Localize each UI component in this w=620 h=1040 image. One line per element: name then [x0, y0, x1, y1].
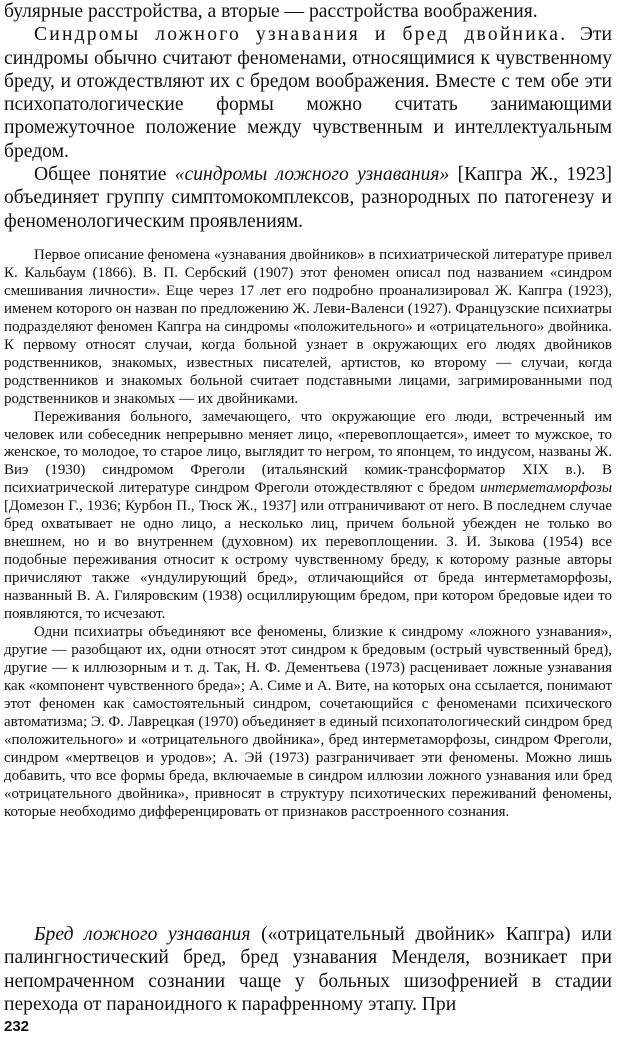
small-print-section: [4, 247, 612, 822]
false-recognition-text: («отрицательный двойник» Капгра) или палингностический бред, бред узнавания Менделя, возникает при непомраченном сознании чаще у больных шизофренией в стадии перехода от параноидного к парафренному этапу. При: [4, 924, 612, 1015]
classification-paragraph: Одни психиатры объединяют все феномены, близкие к синдрому «ложного узнавания», другие — разобщают их, одни относят этот синдром к бредовым (острый чувственный бред), другие — к иллюзорным и т. д. Так, Н. Ф. Дементьева (1973) расценивает ложные узнавания как «компонент чувственного бреда»; А. Симе и А. Вите, на которых она ссылается, понимают этот феномен как самостоятельный синдром, сочетающийся с феноменами психического автоматизма; Э. Ф. Лаврецкая (1970) объединяет в единый психопатологический синдром бред «положительного» и «отрицательного двойника», бред интерметаморфозы, синдром Фреголи, синдром «мертвецов и уродов»; А. Эй (1973) разграничивает эти феномены. Можно лишь добавить, что все формы бреда, включаемые в синдром иллюзии ложного узнавания или бред «отрицательного двойника», привносят в структуру психотических переживаний феномены, которые необходимо дифференцировать от признаков расстроенного сознания.: [4, 624, 613, 820]
intermetamorphosis-term: интерметаморфозы: [479, 480, 613, 497]
false-recognition-paragraph: [4, 923, 612, 1016]
fregoli-after: [Домезон Г., 1936; Курбон П., Тюск Ж., 1937] или отграничивают от него. В последнем случае бред охватывает не одно лицо, а несколько лиц, причем больной убежден не только во внешнем, но и во внутреннем (духовном) их перевоплощении. З. И. Зыкова (1954) все подобные переживания относит к острому чувственному бреду, к которому разные авторы причисляют также «ундулирующий бред», отличающийся от бреда интерметаморфозы, названный В. А. Гиляровским (1938) осциллирующим бредом, при котором бредовые идеи то появляются, то исчезают.: [4, 498, 612, 623]
syndromes-text: Эти синдромы обычно считают феноменами, относящимися к чувственному бреду, и отождествляют их с бредом воображения. Вместе с тем обе эти психопатологические формы можно считать занимающими промежуточное положение между чувственным и интеллектуальным бредом.: [4, 24, 612, 162]
concept-term: «синдромы ложного узнавания»: [174, 164, 450, 186]
continuation-paragraph: булярные расстройства, а вторые — расстройства воображения.: [4, 1, 538, 22]
first-description-paragraph: Первое описание феномена «узнавания двойников» в психиатрической литературе привел К. Кальбаум (1866). В. П. Сербский (1907) этот феномен описал под названием «синдром смешивания личности». Еще через 17 лет его подробно проанализировал Ж. Капгра (1923), именем которого он назван по предложению Ж. Леви-Валенси (1927). Французские психиатры подразделяют феномен Капгра на синдромы «положительного» и «отрицательного» двойника. К первому относят случаи, когда больной узнает в окружающих его людях двойников родственников, знакомых, известных писателей, артистов, ко второму — случаи, когда родственников и знакомых больной считает подставными лицами, загримированными под родственников и знакомых — их двойниками.: [4, 247, 612, 407]
section-heading: Синдромы ложного узнавания и бред двойника.: [34, 24, 568, 46]
page-number: 232: [4, 1018, 30, 1035]
concept-paragraph: [4, 163, 612, 233]
syndromes-paragraph: [4, 23, 612, 163]
concept-after: [Капгра Ж., 1923] объединяет группу симптомокомплексов, разнородных по патогенезу и феноменологическим проявлениям.: [4, 164, 613, 232]
fregoli-paragraph: [4, 409, 612, 624]
fregoli-before: Переживания больного, замечающего, что окружающие его люди, встреченный им человек или собеседник непрерывно меняет лицо, «перевоплощается», имеет то мужское, то женское, то молодое, то старое лицо, выглядит то негром, то японцем, то индусом, названы Ж. Виэ (1930) синдромом Фреголи (итальянский комик-трансформатор XIX в.). В психиатрической литературе синдром Фреголи отождествляют с бредом: [4, 408, 612, 497]
bottom-section: [4, 923, 612, 1016]
concept-before: Общее понятие: [34, 164, 167, 186]
top-section: [4, 0, 612, 233]
false-recognition-term: Бред ложного узнавания: [34, 924, 251, 945]
